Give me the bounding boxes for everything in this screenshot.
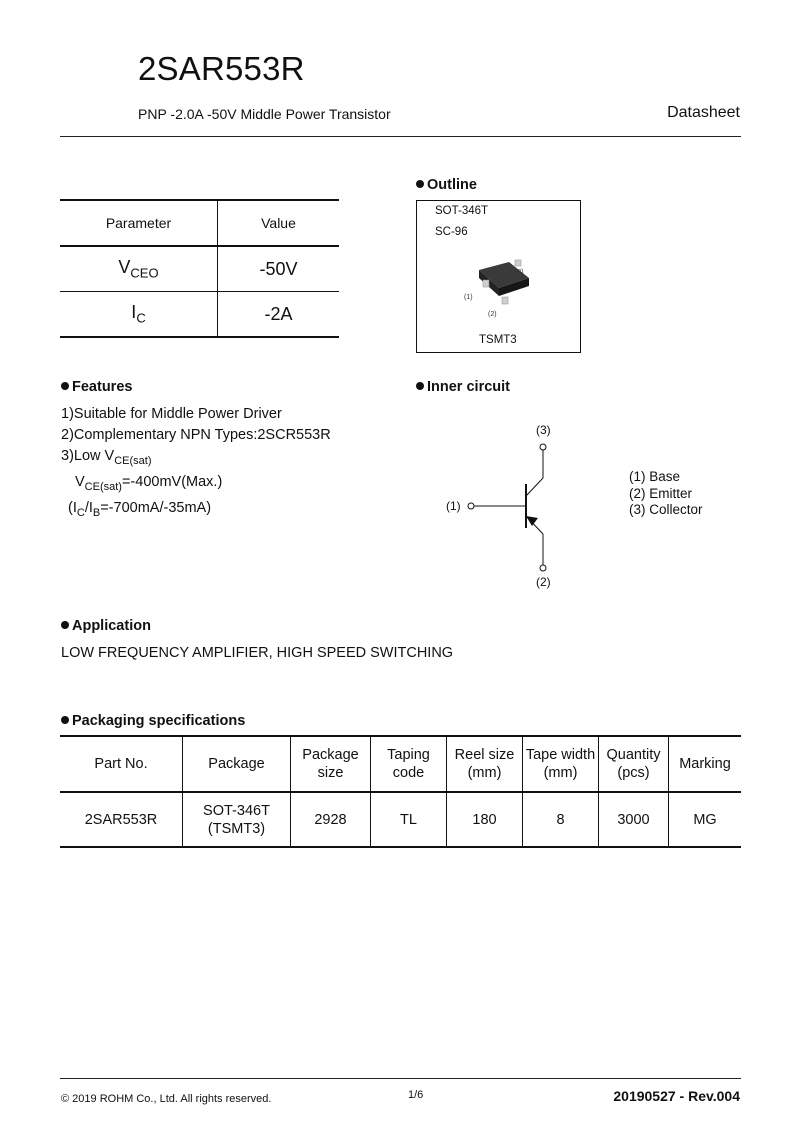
collector-line [526,478,543,496]
transistor-schematic [440,420,580,595]
quantity-header: Quantity (pcs) [599,736,669,792]
marking-header: Marking [669,736,742,792]
package-cell: SOT-346T (TSMT3) [183,792,291,847]
package-drawing [457,256,547,321]
table-row [60,292,339,338]
features-heading: Features [61,379,132,395]
outline-package-name: TSMT3 [479,334,517,346]
taping-code-header: Taping code [371,736,447,792]
emitter-terminal [540,565,546,571]
pin-legend-item: (1) Base [629,469,681,484]
feature-item: 3)Low $V_{CE(sat)}$ [61,448,152,467]
outline-package-code: SOT-346T [435,205,489,217]
packaging-table-header [60,736,741,792]
bullet-icon [61,382,69,390]
reel-size-header: Reel size (mm) [447,736,523,792]
parameter-cell: $I_C$ [60,292,218,338]
features-list [61,404,331,524]
outline-pin1-label: (1) [464,294,473,301]
tape-width-header: Tape width (mm) [523,736,599,792]
marking-cell: MG [669,792,742,847]
footer-copyright: © 2019 ROHM Co., Ltd. All rights reserved. [61,1093,272,1105]
document-type-label: Datasheet [667,104,740,121]
outline-pin2-label: (2) [488,311,497,318]
circuit-pin1-label: (1) [446,499,461,513]
bullet-icon [61,621,69,629]
feature-item: $V_{CE(sat)}=-400mV(Max.)$ [75,473,223,493]
package-header: Package [183,736,291,792]
application-heading: Application [61,618,151,634]
packaging-heading: Packaging specifications [61,713,245,729]
pin-legend-item: (2) Emitter [629,485,693,501]
feature-item: 2)Complementary NPN Types:2SCR553R [61,427,331,443]
packaging-table [60,735,741,848]
part-no-cell: 2SAR553R [60,792,183,847]
circuit-pin2-label: (2) [536,575,551,589]
bullet-icon [416,382,424,390]
outline-box [416,200,581,353]
footer-revision: 20190527 - Rev.004 [613,1088,740,1104]
outline-pin3-label: (3) [515,269,524,276]
lead-1 [483,280,489,287]
parameter-table-header [60,200,339,246]
table-row [60,246,339,292]
parameter-cell: $V_{CEO}$ [60,246,218,292]
quantity-cell: 3000 [599,792,669,847]
taping-code-cell: TL [371,792,447,847]
emitter-arrow [526,516,538,526]
circuit-pin3-label: (3) [536,423,551,437]
bullet-icon [416,180,424,188]
lead-3 [515,260,521,266]
outline-heading: Outline [416,177,477,193]
bullet-icon [61,716,69,724]
parameter-column-header: Parameter [60,200,218,246]
value-cell: -50V [218,246,340,292]
package-size-header: Package size [291,736,371,792]
reel-size-cell: 180 [447,792,523,847]
feature-item: $(I_C/I_B=-700mA/-35mA)$ [68,499,212,519]
document-subtitle: PNP -2.0A -50V Middle Power Transistor [138,106,391,122]
footer-page-number: 1/6 [408,1089,424,1101]
inner-circuit-heading: Inner circuit [416,379,510,395]
lead-2 [502,297,508,304]
collector-terminal [540,444,546,450]
package-size-cell: 2928 [291,792,371,847]
value-cell: -2A [218,292,340,338]
tape-width-cell: 8 [523,792,599,847]
parameter-table [60,199,339,338]
base-terminal [468,503,474,509]
outline-package-jeita: SC-96 [435,226,468,238]
footer-divider [60,1078,741,1079]
header-divider [60,136,741,137]
value-column-header: Value [218,200,340,246]
pin-legend-item: (3) Collector [629,502,703,517]
table-row [60,792,741,847]
part-no-header: Part No. [60,736,183,792]
application-text: LOW FREQUENCY AMPLIFIER, HIGH SPEED SWITCHING [61,645,454,661]
document-title: 2SAR553R [138,50,305,87]
pin-legend [629,469,703,519]
feature-item: 1)Suitable for Middle Power Driver [61,406,282,422]
